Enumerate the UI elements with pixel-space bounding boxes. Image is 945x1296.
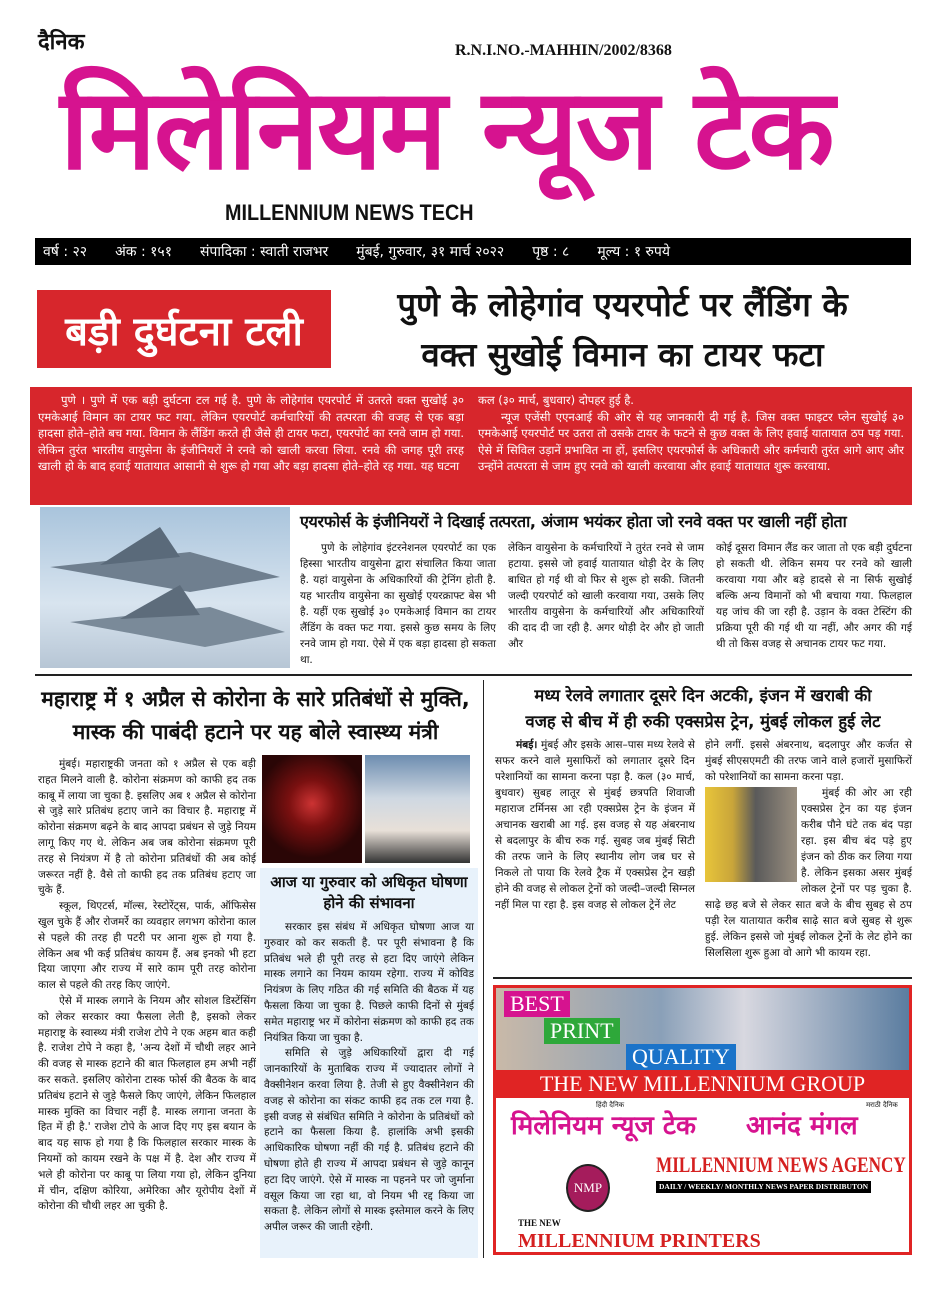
corona-headline: [38, 683, 473, 749]
rail-headline: [493, 683, 913, 735]
lead-headline: [340, 280, 905, 380]
ad-print: PRINT: [544, 1018, 620, 1044]
corona-paragraph: ऐसे में मास्क लगाने के नियम और सोशल डिस्टेंसिंग को लेकर सरकार क्या फैसला लेती है, इसको लेकर महाराष्ट्र के स्वास्थ्य मंत्री राजेश टोपे ने एक अहम बात कही है. राजेश टोपे ने कहा है, 'अन्य देशों में चौथी लहर आने की वजह से मास्क हटाने की बात फिलहाल हम अभी नहीं कर सकते. इसलिए कोरोना टास्क फोर्स की बैठक के बाद प्रतिबंध हटाने से जुड़े फैसले किए जाएंगे, लेकिन फिलहाल मास्क मुक्ति का विचार नहीं है. मास्क लगाना जनता के हित में ही है.' राजेश टोपे के आज दिए गए इस बयान के बाद यह साफ हो गया है कि फिलहाल सरकार मास्क के नियमों को कायम रखने के पक्ष में है. देश और राज्य में भले ही कोरोना पर काबू पा लिया गया हो, लेकिन दुनिया में चीन, दक्षिण कोरिया, अमेरिका और यूरोपीय देशों में कोरोना की चौथी लहर आ चुकी है.: [38, 994, 256, 1213]
lead-body-col: लेकिन वायुसेना के कर्मचारियों ने तुरंत रनवे से जाम हटाया. इससे जो हवाई यातायात थोड़ी देर के लिए बाधित हो गई थी वो फिर से शुरू हो सकी. जितनी जल्दी एयरपोर्ट को खाली करवाया गया, उसके लिए भारतीय वायुसेना के कर्मचारियों और अधिकारियों की दाद दी जा रही है. अगर थोड़ी देर और हो जाती और: [508, 542, 704, 650]
rail-col2-para: मुंबई की ओर आ रही एक्सप्रेस ट्रेन का यह इंजन करीब पौने घंटे तक बंद पड़ा रहा. इस बीच बंद पड़े हुए इंजन को ठीक कर लिया गया है. लेकिन इसका असर मुंबई लोकल ट्रेनों पर पड़ चुका है. साढ़े छह बजे से लेकर सात बजे के बीच सुबह से ठप पड़ी रेल यातायात करीब साढ़े सात बजे सुबह से शुरू हुई. लेकिन इससे जो मुंबई लोकल ट्रेनों के लेट होने का सिलसिला शुरू हुआ वो आगे भी कायम रहा.: [705, 787, 912, 959]
ad-agency: MILLENNIUM NEWS AGENCY: [656, 1152, 906, 1177]
rail-story-section: [493, 683, 913, 961]
rail-body-col1: [495, 737, 695, 961]
rni-number: R.N.I.NO.-MAHHIN/2002/8368: [455, 42, 672, 59]
rail-body-col2: [705, 737, 912, 961]
pages: पृष्ठ : ८: [532, 244, 570, 260]
rail-col2-para: होने लगीं. इससे अंबरनाथ, बदलापुर और कर्जत से मुंबई सीएसएमटी की तरफ जाने वाले हजारों मुसाफिरों को परेशानियों का सामना करना पड़ा.: [705, 739, 912, 783]
masthead-english-title: MILLENNIUM NEWS TECH: [225, 200, 474, 225]
corona-sidebar-box: [260, 868, 478, 1258]
rail-headline-line1: मध्य रेलवे लगातार दूसरे दिन अटकी, इंजन में खराबी की: [534, 686, 872, 705]
corona-headline-line2: मास्क की पाबंदी हटाने पर यह बोले स्वास्थ्य मंत्री: [72, 720, 439, 744]
ad-agency-tagline: DAILY / WEEKLY/ MONTHLY NEWS PAPER DISTRIBUTON: [656, 1181, 871, 1193]
corona-box-paragraph: सरकार इस संबंध में अधिकृत घोषणा आज या गुरुवार को कर सकती है. पर पूरी संभावना है कि प्रतिबंध भले ही पूरी तरह से हटा दिए जाएंगे लेकिन मास्क लगाने का नियम कायम रहेगा. राज्य में कोविड नियंत्रण के लिए गठित की गई समिति की बैठक में यह फैसला किया जा चुका है. पिछले काफी दिनों से मुंबई समेत महाराष्ट्र भर में कोरोना संक्रमण को काफी हद तक नियंत्रित किया जा चुका है.: [264, 921, 474, 1044]
column-divider: [483, 680, 484, 1258]
lead-intro-col2a: कल (३० मार्च, बुधवार) दोपहर हुई है.: [478, 393, 634, 407]
ad-marathi-daily: आनंद मंगल: [746, 1111, 858, 1141]
ad-hindi-daily: मिलेनियम न्यूज टेक: [511, 1111, 696, 1141]
lead-headline-line2: वक्त सुखोई विमान का टायर फटा: [421, 335, 824, 374]
health-minister-photo: [365, 755, 470, 863]
masthead-daily-label: दैनिक: [38, 30, 85, 55]
rail-body: [493, 737, 913, 961]
fighter-jet-photo: [40, 507, 290, 668]
ad-marathi-label: मराठी दैनिक: [866, 1101, 898, 1109]
dateline: मुंबई, गुरुवार, ३१ मार्च २०२२: [356, 244, 505, 260]
lead-intro-box: [30, 387, 912, 505]
divider: [35, 674, 912, 676]
price: मूल्य : १ रुपये: [597, 244, 670, 260]
ad-quality: QUALITY: [626, 1044, 736, 1070]
nmp-logo: NMP: [566, 1164, 610, 1212]
corona-box-paragraph: समिति से जुड़े अधिकारियों द्वारा दी गई जानकारियों के मुताबिक राज्य में ज्यादातर लोगों ने वैक्सीनेशन करवा लिया है. तेजी से हुए वैक्सीनेशन की वजह से कोरोना का संकट काफी हद तक टल गया है. इसी वजह से संबंधित समिति ने कोरोना के प्रतिबंधों को हटाने का फैसला किया है. हालांकि अभी इसकी आधिकारिक घोषणा नहीं की गई है. प्रतिबंध हटाने की घोषणा होते ही राज्य में आपदा प्रबंधन से जुड़े कानून हटा दिए जाएंगे. ऐसे में मास्क ना पहनने पर जो जुर्माना वसूल किया जा रहा था, वो नियम भी रद्द किया जा सकता है. लेकिन लोगों से मास्क इस्तेमाल करने के लिए अपील जरूर की जाती रहेगी.: [264, 1047, 474, 1234]
lead-body: [300, 540, 912, 668]
lead-headline-line1: पुणे के लोहेगांव एयरपोर्ट पर लैंडिंग के: [397, 285, 848, 324]
rail-headline-line2: वजह से बीच में ही रुकी एक्सप्रेस ट्रेन, मुंबई लोकल हुई लेट: [525, 712, 881, 731]
coronavirus-photo: [262, 755, 362, 863]
ad-best: BEST: [504, 991, 570, 1017]
masthead-title: मिलेनियम न्यूज टेक: [60, 65, 833, 195]
lead-intro-col2b: न्यूज एजेंसी एएनआई की ओर से यह जानकारी दी गई है. जिस वक्त फाइटर प्लेन सुखोई ३० एमकेआई एयरपोर्ट पर उतरा तो उसके टायर के फटने से कुछ वक्त के लिए हवाई यातायात ठप पड़ गया. ऐसे में सिविल उड़ानें प्रभावित ना हों, इसलिए एयरफोर्स के अधिकारी और कर्मचारी तुरंत आगे आए और उन्होंने तत्परता से जाम हुए रनवे को खाली करवाया और हवाई यातायात शुरू करवाया.: [478, 409, 904, 473]
corona-headline-line1: महाराष्ट्र में १ अप्रैल से कोरोना के सारे प्रतिबंधों से मुक्ति,: [41, 687, 470, 711]
corona-body: [38, 757, 256, 1215]
corona-box-subhead: आज या गुरुवार को अधिकृत घोषणा होने की संभावना: [270, 873, 468, 912]
lead-tag: बड़ी दुर्घटना टली: [37, 290, 331, 368]
lead-body-col: कोई दूसरा विमान लैंड कर जाता तो एक बड़ी दुर्घटना हो सकती थी. लेकिन समय पर रनवे को खाली करवाया गया और बड़े हादसे से ना सिर्फ सुखोई बल्कि अन्य विमानों को भी बचाया गया. फिलहाल यह जांच की जा रही है. उड़ान के वक्त टेस्टिंग की प्रक्रिया पूरी की गई थी या नहीं, और अगर की गई थी तो किस वजह से अचानक टायर फट गया.: [716, 542, 912, 650]
ad-hindi-label: हिंदी दैनिक: [596, 1101, 625, 1109]
ad-printers-prefix: THE NEW: [518, 1218, 561, 1228]
ad-printers: MILLENNIUM PRINTERS: [518, 1230, 761, 1252]
lead-subhead: एयरफोर्स के इंजीनियरों ने दिखाई तत्परता, अंजाम भयंकर होता जो रनवे वक्त पर खाली नहीं होता: [300, 512, 847, 531]
train-platform-photo: [705, 787, 797, 882]
issue: अंक : १५१: [115, 244, 172, 260]
year: वर्ष : २२: [43, 244, 88, 260]
info-bar: [35, 238, 911, 265]
printing-advertisement: [493, 985, 912, 1255]
editor: संपादिका : स्वाती राजभर: [199, 244, 329, 260]
divider: [493, 977, 912, 979]
rail-col1-text: मुंबई और इसके आस–पास मध्य रेलवे से सफर करने वाले मुसाफिरों को लगातार दूसरे दिन परेशानियों का सामना करना पड़ा है. कल (३० मार्च, बुधवार) सुबह लातूर से मुंबई छत्रपति शिवाजी महाराज टर्मिनस आ रही एक्सप्रेस ट्रेन के इंजन में अचानक खराबी आ गई. इस वजह से यह अंबरनाथ से बदलापुर के बीच रुक गई. सुबह जब मुंबई सिटी की तरफ जाने के लिए स्थानीय लोग जब घर से निकले तो पाया कि रेलवे ट्रैक में एक्सप्रेस ट्रेन खड़ी होने की वजह से लोकल ट्रेनों को जल्दी–जल्दी सिग्नल नहीं मिल पा रहा है. इस वजह से लोकल ट्रेनें लेट: [495, 739, 695, 911]
ad-group-name: THE NEW MILLENNIUM GROUP: [496, 1070, 909, 1098]
corona-paragraph: मुंबई। महाराष्ट्रकी जनता को १ अप्रैल से एक बड़ी राहत मिलने वाली है. कोरोना संक्रमण को काफी हद तक काबू में लाया जा चुका है. इसलिए अब १ अप्रैल से कोरोना से जुड़े सारे प्रतिबंध हटाए जाने का विचार है. महाराष्ट्र में कोरोना संक्रमण बढ़ने के बाद आपदा प्रबंधन से जुड़े नियम लागू किए गए थे. लेकिन अब जब कोरोना संक्रमण पूरी तरह से नियंत्रण में है तो कोरोना प्रतिबंधों की अब कोई जरूरत नहीं है. वैसे तो काफी हद तक प्रतिबंध हटाए जा चुके हैं.: [38, 758, 256, 897]
rail-dateline: मंबई।: [516, 739, 538, 751]
corona-paragraph: स्कूल, थिएटर्स, मॉल्स, रेस्टोरेंट्स, पार्क, ऑफिसेस खुल चुके हैं और रोजमर्रे का व्यवहार लगभग कोरोना काल से पहले की तरह ही पटरी पर आना शुरू हो गया है. लेकिन अब भी कई प्रतिबंध कायम हैं. अब इनको भी हटा दिया जाएगा और राज्य में सारे काम पूरी तरह कोरोना काल से पहले की तरह किए जाएंगे.: [38, 900, 256, 992]
lead-body-col: पुणे के लोहेगांव इंटरनेशनल एयरपोर्ट का एक हिस्सा भारतीय वायुसेना द्वारा संचालित किया जाता है. यहां वायुसेना के अधिकारियों की ट्रेनिंग होती है. यह भारतीय वायुसेना का सुखोई एयरक्राफ्ट बेस भी है. यहीं एक सुखोई ३० एमकेआई विमान का टायर लैंडिंग के वक्त फट गया. इससे कुछ समय के लिए रनवे जाम हो गया. ऐसे में एक बड़ा हादसा हो सकता था.: [300, 542, 496, 666]
lead-story-section: [300, 510, 912, 668]
press-photo: [496, 988, 909, 1070]
lead-intro-col1: पुणे । पुणे में एक बड़ी दुर्घटना टल गई है. पुणे के लोहेगांव एयरपोर्ट में उतरते वक्त सुखोई ३० एमकेआई विमान का टायर फट गया. लेकिन एयरपोर्ट कर्मचारियों की तत्परता की वजह से एक बड़ा हादसा होते–होते बच गया. विमान के लैंडिंग करते ही जैसे ही टायर फटा, एयरपोर्ट का रनवे जाम हो गया. लेकिन तुरंत भारतीय वायुसेना के इंजीनियरों ने रनवे को खाली करवा लिया. रनवे की जगह पूरी तरह खाली हो के बाद हवाई यातायात आसानी से शुरू हो गया और बड़ा हादसा होते–होते रह गया. यह घटना: [38, 393, 464, 473]
